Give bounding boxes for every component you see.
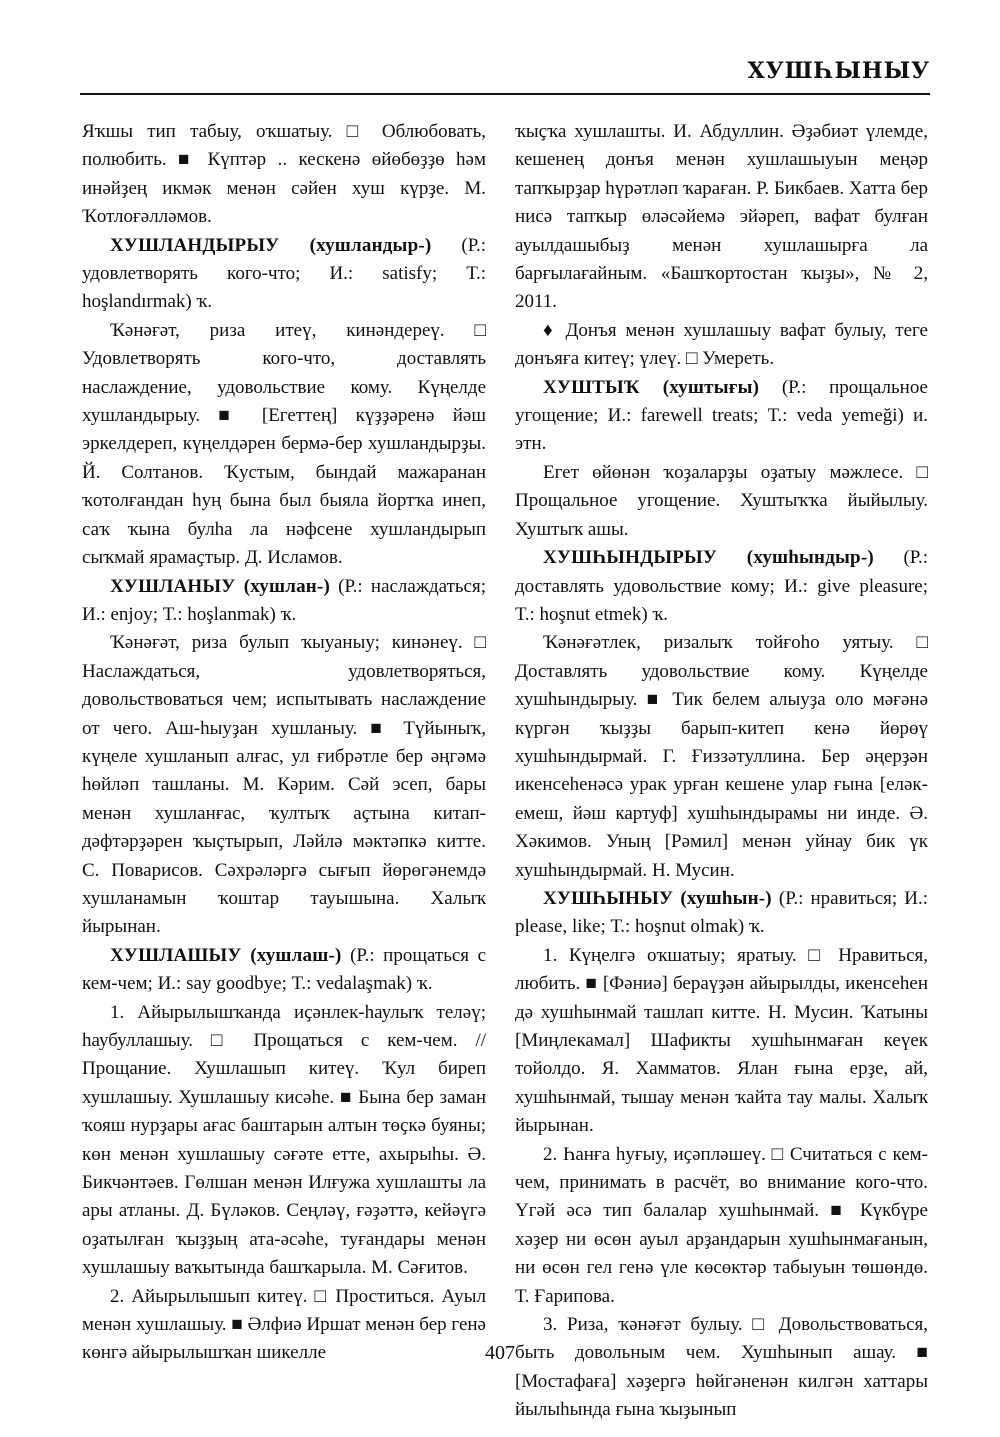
dictionary-entry <box>82 573 486 630</box>
headword: ХУШҺЫНДЫРЫУ <box>543 547 718 569</box>
entry-paragraph <box>515 118 928 317</box>
entry-paragraph <box>515 1141 928 1311</box>
headword: ХУШТЫҠ <box>543 376 640 398</box>
entry-paragraph <box>82 629 486 941</box>
entry-text: (Р.: нравиться; И.: please, like; Т.: hoşnut olmak) ҡ. <box>515 887 928 938</box>
entry-paragraph <box>515 1311 928 1425</box>
headword: ХУШҺЫНЫУ <box>543 887 674 909</box>
entry-paragraph <box>515 459 928 544</box>
entry-text: (Р.: прощаться с кем-чем; И.: say goodbye; Т.: vedalaşmak) ҡ. <box>82 944 486 995</box>
right-column <box>515 118 928 1425</box>
entry-text: Ҡәнәғәт, риза итеү, кинәндереү. □ Удовлетворять кого-что, доставлять наслаждение, удовольствие кому. Күңелде хушландырыу. ■ [Егеттең] күҙҙәренә йәш эркелдереп, күңелдәрен бермә-бер хушландырҙы. Й. Солтанов. Ҡустым, бындай мажаранан ҡотолғандан һуң бына был быяла йортҡа инеп, саҡ ҡына булһа ла нәфсене хушландырып сыҡмай ярамаҫтыр. Д. Исламов. <box>82 319 486 569</box>
headword-form: (хушһын-) <box>673 887 772 909</box>
entry-text: 3. Риза, ҡәнәғәт булыу. □ Довольствоваться, быть довольным чем. Хушһынып ашау. ■ [Мостафаға] хәҙергә һөйгәненән килгән хаттары йылыһында ғына ҡыҙынып <box>515 1314 928 1421</box>
headword: ХУШЛАНЫУ <box>110 575 236 597</box>
entry-text: (Р.: удовлетворять кого-что; И.: satisfy; Т.: hoşlandırmak) ҡ. <box>82 234 486 313</box>
page-number: 407 <box>485 1342 515 1364</box>
headword-form: (хушлан-) <box>235 575 330 597</box>
entry-paragraph <box>82 317 486 573</box>
headword: ХУШЛАШЫУ <box>110 944 242 966</box>
dictionary-entry <box>515 885 928 942</box>
left-column <box>82 118 486 1368</box>
headword: ХУШЛАНДЫРЫУ <box>110 234 280 256</box>
headword-form: (хуштығы) <box>639 376 760 398</box>
entry-text: Яҡшы тип табыу, оҡшатыу. □ Облюбовать, полюбить. ■ Күптәр .. кескенә өйөбөҙҙө һәм инәйҙең икмәк менән сәйен хуш күрҙе. М. Ҡотлоғәлләмов. <box>82 121 486 228</box>
entry-text: Ҡәнәғәтлек, ризалыҡ тойғоһо уятыу. □ Доставлять удовольствие кому. Күңелде хушһындырыу. ■ Тик белем алыуҙа оло мәғәнә күргән ҡыҙҙы барып-китеп кенә йөрөү хушһындырмай. Г. Ғиззәтуллина. Бер әңерҙән икенсеһенәсә урак урған кешене улар ғына [еләк-емеш, йәш картуф] хушһындырамы ни инде. Ә. Хәкимов. Уның [Рәмил] менән уйнау бик үк хушһындырмай. Н. Мусин. <box>515 632 928 881</box>
entry-text: ҡыҫҡа хушлашты. И. Абдуллин. Әҙәбиәт үлемде, кешенең донъя менән хушлашыуын меңәр тапҡырҙар һүрәтләп ҡараған. Р. Бикбаев. Хатта бер нисә тапҡыр өләсәйемә эйәреп, вафат булған ауылдашыбыҙ менән хушлашырға ла барғылағайным. «Башҡортостан ҡыҙы», № 2, 2011. <box>515 121 928 313</box>
entry-paragraph <box>515 629 928 885</box>
entry-paragraph <box>515 942 928 1141</box>
dictionary-entry <box>515 544 928 629</box>
entry-text: 1. Күңелгә оҡшатыу; яратыу. □ Нравиться, любить. ■ [Фәниә] бераүҙән айырылды, икенсеһен дә хушһынмай ташлап китте. Н. Мусин. Ҡатыны [Миңлекамал] Шафикты хушһынмаған кеүек тойолдо. Я. Хамматов. Ялан ғына ерҙе, ай, хушһынмай, тышау менән ҡайта тау малы. Халыҡ йырынан. <box>515 944 928 1137</box>
entry-text: Ҡәнәғәт, риза булып ҡыуаныу; кинәнеү. □ Наслаждаться, удовлетворяться, довольствоваться чем; испытывать наслаждение от чего. Аш-һыуҙан хушланыу. ■ Түйыныҡ, күңеле хушланып алғас, ул ғибрәтле бер әңгәмә һөйләп ташланы. М. Кәрим. Сәй эсеп, бары менән хушланғас, ҡултыҡ аҫтына китап-дәфтәрҙәрен ҡыҫтырып, Ләйлә мәктәпкә китте. С. Поварисов. Сәхрәләргә сығып йөрөгәнемдә хушланамын ҡоштар тауышына. Халыҡ йырынан. <box>82 632 486 938</box>
entry-paragraph <box>515 317 928 374</box>
dictionary-entry <box>82 942 486 999</box>
headword-form: (хушһындыр-) <box>717 547 874 569</box>
entry-text: Егет өйөнән ҡоҙаларҙы оҙатыу мәжлесе. □ Прощальное угощение. Хуштыҡҡа йыйылыу. Хуштыҡ ашы. <box>515 461 928 540</box>
entry-text: (Р.: наслаждаться; И.: enjoy; Т.: hoşlanmak) ҡ. <box>82 575 487 625</box>
headword-form: (хушлаш-) <box>241 944 342 966</box>
entry-text: 2. Айырылышып китеү. □ Проститься. Ауыл менән хушлашыу. ■ Әлфиә Иршат менән бер генә көнгә айырылышҡан шикелле <box>82 1285 486 1364</box>
entry-text: (Р.: доставлять удовольствие кому; И.: give pleasure; Т.: hoşnut etmek) ҡ. <box>515 547 928 625</box>
header-rule <box>80 93 930 95</box>
entry-text: 2. Һанға һуғыу, иҫәпләшеү. □ Считаться с кем-чем, принимать в расчёт, во внимание кого-что. Үгәй әсә тип балалар хушһынмай. ■ Күкбүре хәҙер ни өсөн ауыл арҙандарын хушһынмағанын, ни өсөн гел генә үле көсөктәр табыуын төшөндө. Т. Ғарипова. <box>515 1143 928 1307</box>
running-head: ХУШҺЫНЫУ <box>747 58 930 84</box>
dictionary-entry <box>82 232 486 317</box>
entry-text: (Р.: прощальное угощение; И.: farewell treats; Т.: veda yemeği) и. этн. <box>515 376 928 455</box>
dictionary-entry <box>515 374 928 459</box>
entry-text: 1. Айырылышҡанда иҫәнлек-һаулыҡ теләү; һаубуллашыу. □ Прощаться с кем-чем. // Прощание. Хушлашып китеү. Ҡул биреп хушлашыу. Хушлашыу кисәһе. ■ Бына бер заман ҡояш нурҙары ағас баштарын алтын төҫкә буяны; көн менән хушлашыу сәғәте етте, ахырыһы. Ә. Бикчәнтәев. Гөлшан менән Илғужа хушлашты ла ары атланы. Д. Бүләков. Сеңләү, ғәҙәттә, кейәүгә оҙатылған ҡыҙҙың ата-әсәһе, туғандары менән хушлашыу ваҡытында башҡарыла. М. Сәғитов. <box>82 1001 486 1279</box>
entry-paragraph <box>82 999 486 1283</box>
headword-form: (хушландыр-) <box>279 234 432 256</box>
entry-paragraph <box>82 118 486 232</box>
entry-text: ♦ Донъя менән хушлашыу вафат булыу, теге донъяға китеү; үлеү. □ Умереть. <box>515 319 928 370</box>
